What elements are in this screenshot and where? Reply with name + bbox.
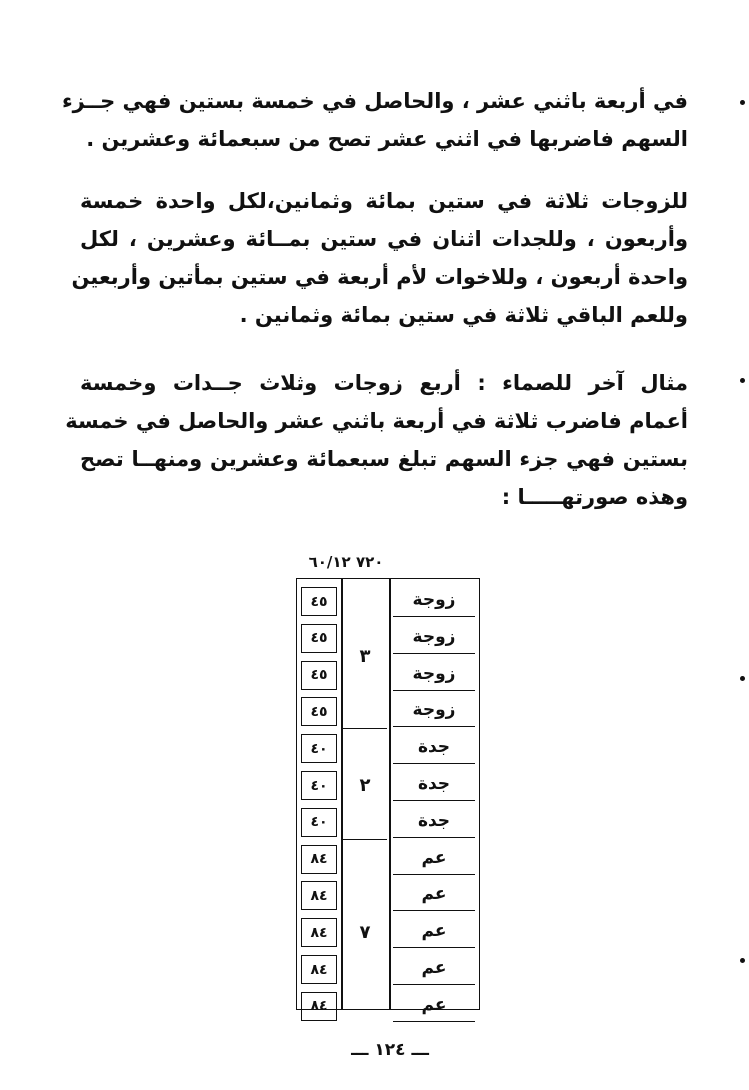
group-count-cell: ٣ [359,646,371,668]
heir-label-cell: عم [393,989,475,1022]
group-count-cell: ٧ [359,922,371,944]
heir-label-cell: جدة [393,731,475,764]
text-line: وأربعون ، وللجدات اثنان في ستين بمــائة وعشرين ، لكل [80,227,688,251]
heir-label-cell: عم [393,842,475,875]
share-cell: ٨٤ [301,845,337,874]
share-cell: ٨٤ [301,955,337,984]
paragraph-1 [61,82,688,158]
share-cell: ٤٠ [301,808,337,837]
text-line: أعمام فاضرب ثلاثة في أربعة باثني عشر والحاصل في خمسة [65,409,688,433]
text-line: في أربعة باثني عشر ، والحاصل في خمسة بستين فهي جــزء [61,89,688,113]
share-cell: ٤٥ [301,587,337,616]
share-cell: ٤٠ [301,771,337,800]
share-cell: ٨٤ [301,992,337,1021]
share-cell: ٤٥ [301,661,337,690]
heir-label-cell: عم [393,878,475,911]
table-caption: ٧٢٠ ٦٠/١٢ [308,553,384,571]
share-cell: ٤٠ [301,734,337,763]
heir-label-cell: جدة [393,768,475,801]
heir-label-cell: عم [393,915,475,948]
heir-label-cell: زوجة [393,621,475,654]
column-divider [389,579,391,1009]
paragraph-3 [65,364,688,516]
heir-label-cell: عم [393,952,475,985]
text-line: السهم فاضربها في اثني عشر تصح من سبعمائة وعشرين . [86,127,688,151]
heir-label-cell: زوجة [393,584,475,617]
text-line: واحدة أربعون ، وللاخوات لأم أربعة في ستين بمأتين وأربعين [71,265,688,289]
text-line: وهذه صورتهـــــا : [501,485,688,509]
share-cell: ٨٤ [301,918,337,947]
text-line: بستين فهي جزء السهم تبلغ سبعمائة وعشرين ومنهــا تصح [80,447,688,471]
text-line: للزوجات ثلاثة في ستين بمائة وثمانين،لكل واحدة خمسة [80,189,688,213]
text-line: مثال آخر للصماء : أربع زوجات وثلاث جــدات وخمسة [80,371,688,395]
heir-label-cell: زوجة [393,658,475,691]
margin-mark [740,100,745,105]
margin-mark [740,378,745,383]
paragraph-2 [71,182,688,334]
margin-mark [740,676,745,681]
share-cell: ٤٥ [301,697,337,726]
heir-label-cell: زوجة [393,694,475,727]
page-number: ـــ ١٢٤ ـــ [351,1040,429,1060]
heir-label-cell: جدة [393,805,475,838]
group-count-cell: ٢ [359,774,371,796]
margin-mark [740,958,745,963]
text-line: وللعم الباقي ثلاثة في ستين بمائة وثمانين . [239,303,688,327]
share-cell: ٤٥ [301,624,337,653]
share-cell: ٨٤ [301,881,337,910]
inheritance-table [296,578,480,1015]
